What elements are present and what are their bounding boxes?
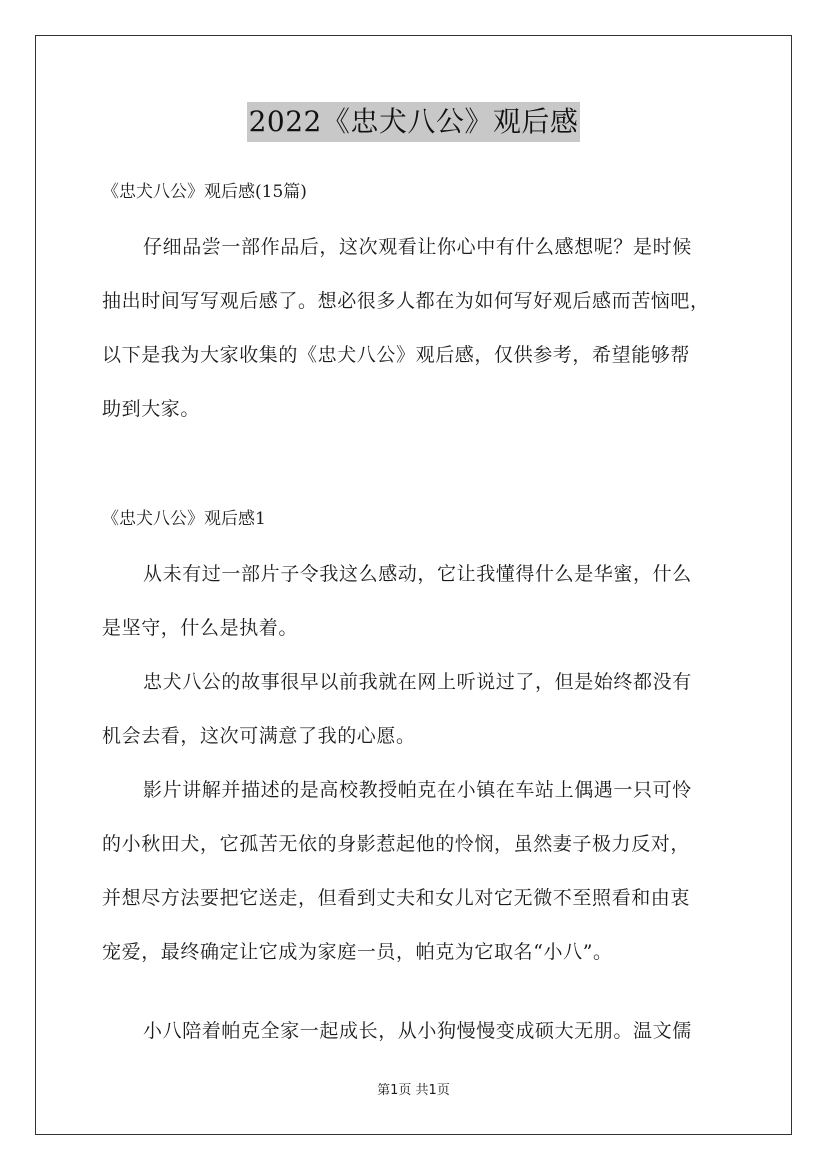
intro-line-4: 助到大家。 <box>102 398 201 420</box>
paragraph-3-line-3: 并想尽方法要把它送走，但看到丈夫和女儿对它无微不至照看和由衷 <box>102 887 691 909</box>
intro-line-3: 以下是我为大家收集的《忠犬八公》观后感，仅供参考，希望能够帮 <box>102 344 691 366</box>
paragraph-4-line-1: 小八陪着帕克全家一起成长，从小狗慢慢变成硕大无朋。温文儒 <box>143 1020 692 1042</box>
document-subtitle: 《忠犬八公》观后感(15篇) <box>102 182 307 202</box>
paragraph-1-line-2: 是坚守，什么是执着。 <box>102 617 299 639</box>
page-number: 第1页 共1页 <box>377 1083 450 1098</box>
section-heading: 《忠犬八公》观后感1 <box>102 509 266 529</box>
title-container <box>0 102 827 142</box>
paragraph-2-line-2: 机会去看，这次可满意了我的心愿。 <box>102 725 416 747</box>
paragraph-3-line-1: 影片讲解并描述的是高校教授帕克在小镇在车站上偶遇一只可怜 <box>143 779 692 801</box>
intro-line-2: 抽出时间写写观后感了。想必很多人都在为如何写好观后感而苦恼吧， <box>102 290 710 312</box>
paragraph-2-line-1: 忠犬八公的故事很早以前我就在网上听说过了，但是始终都没有 <box>143 671 692 693</box>
paragraph-1-line-1: 从未有过一部片子令我这么感动，它让我懂得什么是华蜜，什么 <box>143 563 692 585</box>
paragraph-3-line-4: 宠爱，最终确定让它成为家庭一员，帕克为它取名“小八”。 <box>102 941 613 963</box>
intro-line-1: 仔细品尝一部作品后，这次观看让你心中有什么感想呢？是时候 <box>143 236 692 258</box>
document-title: 2022《忠犬八公》观后感 <box>247 102 581 142</box>
paragraph-3-line-2: 的小秋田犬，它孤苦无依的身影惹起他的怜悯，虽然妻子极力反对， <box>102 833 691 855</box>
